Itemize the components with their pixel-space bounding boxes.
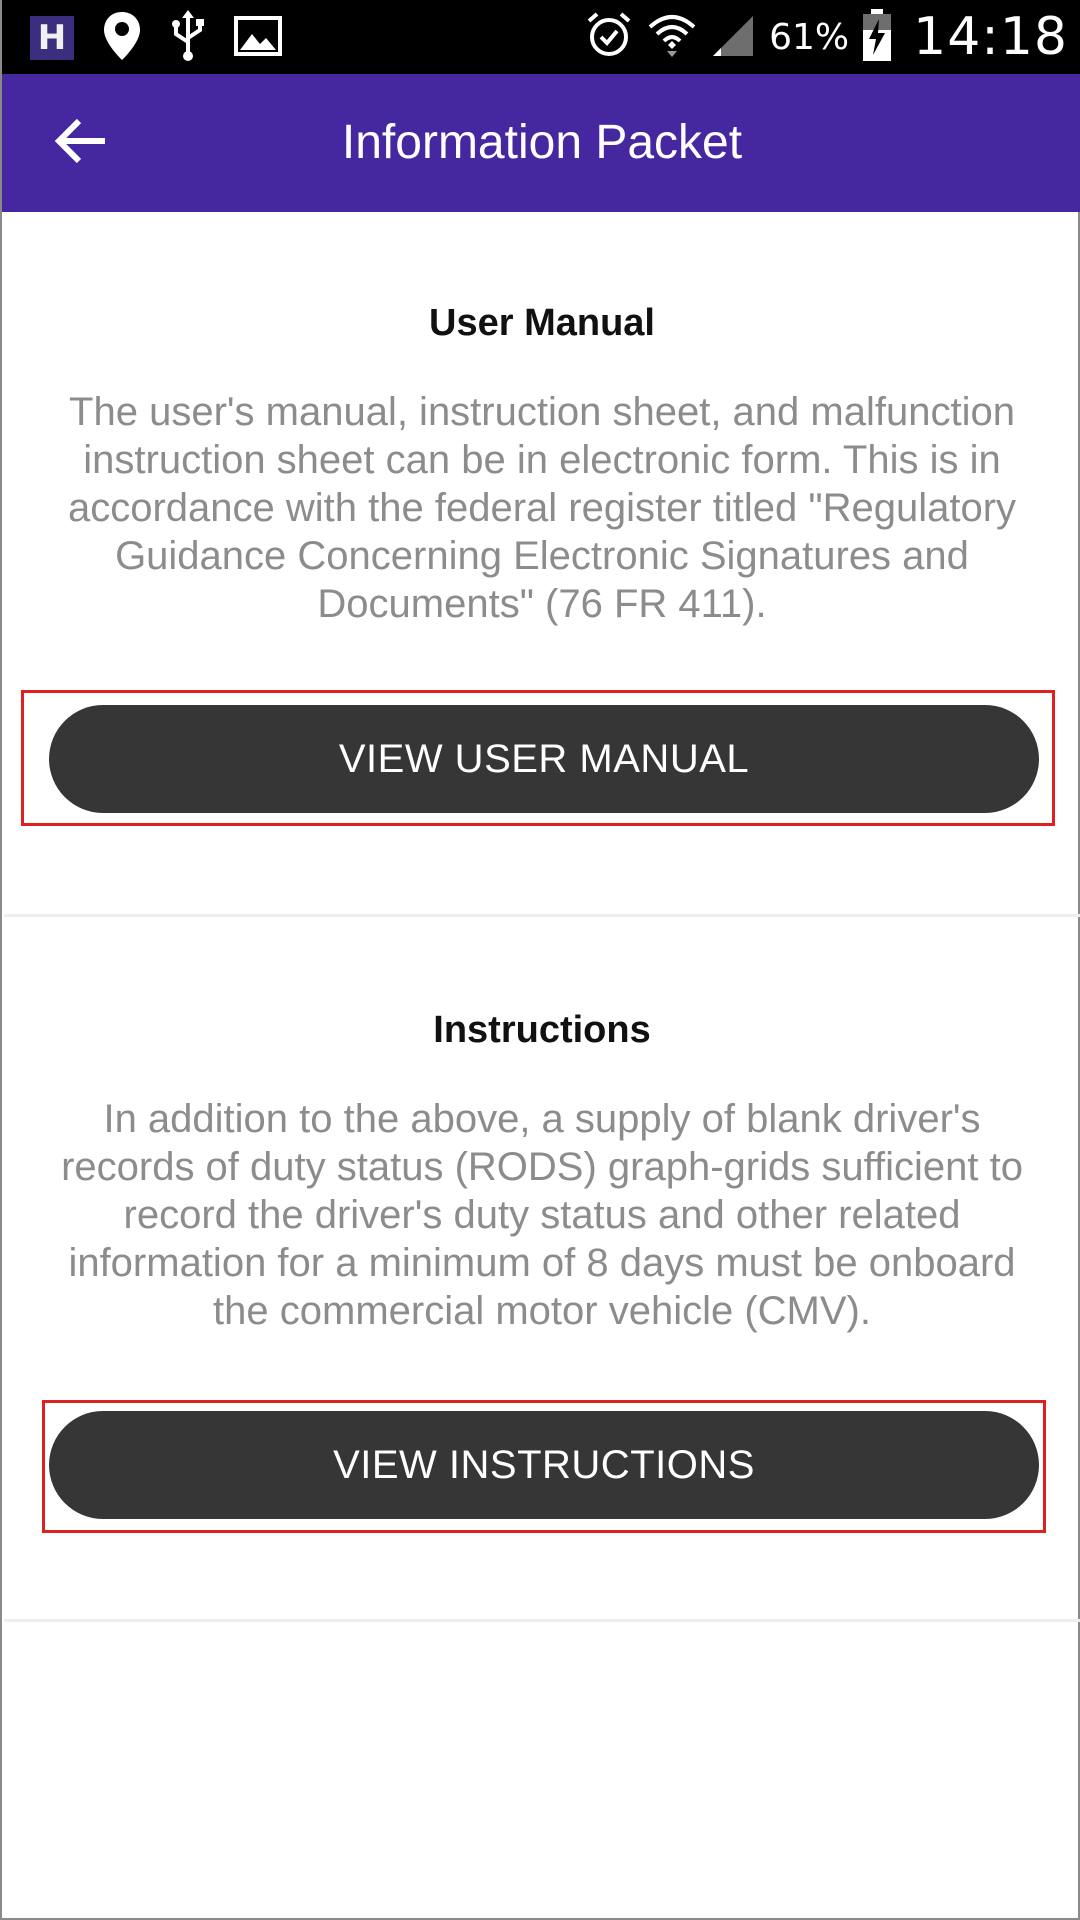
section-divider — [4, 1619, 1080, 1622]
clock-time: 14:18 — [913, 7, 1068, 67]
instructions-description: In addition to the above, a supply of blank driver's records of duty status (RODS) graph-grids sufficient to record the driver's duty status and other related information for a minimum of 8 days must be onboard the commercial motor vehicle (CMV). — [61, 1097, 1023, 1333]
user-manual-heading: User Manual — [429, 302, 655, 344]
app-notification-icon: H — [30, 16, 74, 60]
signal-strength-icon — [711, 12, 755, 62]
alarm-clock-icon — [585, 11, 633, 63]
location-pin-icon — [102, 10, 142, 66]
page-title: Information Packet — [341, 116, 743, 169]
status-bar-notifications — [30, 12, 282, 64]
back-button[interactable] — [42, 108, 118, 178]
user-manual-section — [4, 212, 1080, 916]
status-bar — [2, 0, 1080, 74]
arrow-back-icon — [53, 117, 107, 169]
instructions-heading: Instructions — [433, 1009, 651, 1051]
usb-icon — [170, 10, 206, 66]
battery-charging-icon — [863, 9, 891, 65]
battery-percent: 61% — [769, 16, 850, 58]
app-bar — [2, 74, 1080, 212]
instructions-section — [4, 917, 1080, 1620]
image-icon — [234, 16, 282, 60]
wifi-icon — [647, 11, 697, 63]
status-bar-system — [585, 6, 1068, 68]
view-instructions-button[interactable]: VIEW INSTRUCTIONS — [49, 1411, 1039, 1519]
user-manual-description: The user's manual, instruction sheet, and malfunction instruction sheet can be in electronic form. This is in accordance with the federal register titled "Regulatory Guidance Concerning Electronic Signatures and Documents" (76 FR 411). — [67, 390, 1017, 626]
view-user-manual-button[interactable]: VIEW USER MANUAL — [49, 705, 1039, 813]
